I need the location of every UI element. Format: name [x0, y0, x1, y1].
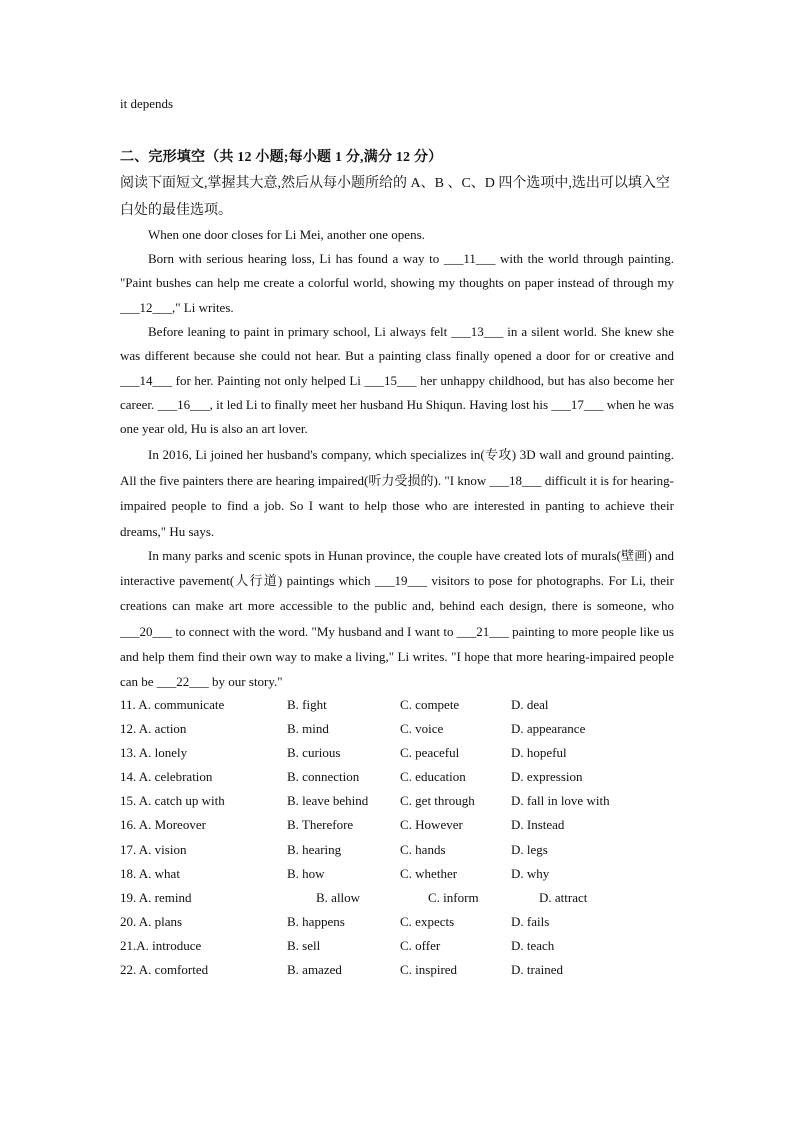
option-d: D. legs	[511, 841, 548, 857]
section-heading: 二、完形填空（共 12 小题;每小题 1 分,满分 12 分）	[120, 150, 443, 165]
passage-paragraph-1: When one door closes for Li Mei, another one opens.	[148, 227, 425, 242]
option-a: 15. A. catch up with	[120, 793, 225, 809]
question-row	[120, 962, 680, 986]
option-d: D. deal	[511, 697, 549, 712]
option-b: B. hearing	[287, 841, 342, 857]
option-b: B. leave behind	[287, 793, 369, 809]
question-row	[120, 697, 680, 721]
option-a: 19. A. remind	[120, 889, 192, 905]
option-d: D. appearance	[511, 721, 586, 737]
option-b: B. curious	[287, 745, 341, 761]
option-c: C. compete	[400, 697, 460, 712]
question-row	[120, 745, 680, 769]
option-b: B. fight	[287, 697, 327, 712]
option-d: D. Instead	[511, 817, 565, 833]
option-c: C. peaceful	[400, 745, 460, 761]
option-b: B. how	[287, 865, 325, 881]
option-a: 12. A. action	[120, 721, 187, 737]
option-a: 17. A. vision	[120, 841, 187, 857]
question-row	[120, 721, 680, 745]
option-a: 16. A. Moreover	[120, 817, 206, 833]
option-b: B. happens	[287, 913, 345, 929]
options-list	[120, 697, 680, 986]
option-c: C. get through	[400, 793, 475, 809]
option-d: D. trained	[511, 962, 563, 978]
option-b: B. sell	[287, 937, 321, 953]
option-b: B. allow	[316, 889, 361, 905]
question-row	[120, 914, 680, 938]
passage-paragraph-4: In 2016, Li joined her husband's company, which specializes in(专攻) 3D wall and ground painting. All the five painters there are hearing impaired(听力受损的). "I know ___18___ difficult it is for hearing-impaired people to find a job. So I want to help those who are interested in panting to achieve their dreams," Hu says.	[120, 447, 674, 539]
option-a: 18. A. what	[120, 865, 180, 881]
option-d: D. attract	[539, 889, 588, 905]
question-row	[120, 769, 680, 793]
option-c: C. hands	[400, 841, 446, 857]
option-d: D. fails	[511, 913, 550, 929]
option-b: B. connection	[287, 769, 360, 785]
option-d: D. why	[511, 865, 550, 881]
option-b: B. amazed	[287, 962, 342, 978]
passage-paragraph-5: In many parks and scenic spots in Hunan province, the couple have created lots of murals(壁画) and interactive pavement(人行道) paintings which ___19___ visitors to pose for photographs. For Li, their creations can make art more accessible to the public and, behind each design, there is someone, who ___20___ to connect with the word. "My husband and I want to ___21___ painting to more people like us and help them find their own way to make a living," Li writes. "I hope that more hearing-impaired people can be ___22___ by our story."	[120, 548, 674, 690]
instruction-line-1: 阅读下面短文,掌握其大意,然后从每小题所给的 A、B 、C、D 四个选项中,选出可以填入空	[120, 176, 670, 191]
instruction-line-2: 白处的最佳选项。	[120, 203, 232, 218]
option-b: B. mind	[287, 721, 329, 737]
option-d: D. teach	[511, 937, 555, 953]
option-d: D. fall in love with	[511, 793, 610, 809]
intro-line: it depends	[120, 96, 174, 111]
option-c: C. inspired	[400, 962, 458, 978]
option-a: 22. A. comforted	[120, 962, 209, 978]
option-d: D. expression	[511, 769, 583, 785]
option-a: 20. A. plans	[120, 913, 183, 929]
passage-paragraph-3: Before leaning to paint in primary school, Li always felt ___13___ in a silent world. She knew she was different because she could not hear. But a painting class finally opened a door for or creative and ___14___ for her. Painting not only helped Li ___15___ her unhappy childhood, but has also become her career. ___16___, it led Li to finally meet her husband Hu Shiqun. Having lost his ___17___ when he was one year old, Hu is also an art lover.	[120, 324, 674, 437]
option-b: B. Therefore	[287, 817, 354, 833]
question-row	[120, 842, 680, 866]
question-row	[120, 817, 680, 841]
option-c: C. education	[400, 769, 466, 785]
option-c: C. However	[400, 817, 463, 833]
passage-paragraph-2: Born with serious hearing loss, Li has found a way to ___11___ with the world through painting. "Paint bushes can help me create a colorful world, showing my thoughts on paper instead of through my ___12___," Li writes.	[120, 251, 674, 315]
option-c: C. expects	[400, 913, 455, 929]
option-a: 14. A. celebration	[120, 769, 213, 785]
option-c: C. whether	[400, 865, 458, 881]
option-a: 11. A. communicate	[120, 697, 225, 712]
option-c: C. voice	[400, 721, 444, 737]
question-row	[120, 866, 680, 890]
question-row	[120, 890, 680, 914]
question-row	[120, 938, 680, 962]
option-d: D. hopeful	[511, 745, 567, 761]
option-c: C. inform	[428, 889, 479, 905]
question-row	[120, 793, 680, 817]
option-c: C. offer	[400, 937, 441, 953]
option-a: 21.A. introduce	[120, 937, 202, 953]
option-a: 13. A. lonely	[120, 745, 188, 761]
